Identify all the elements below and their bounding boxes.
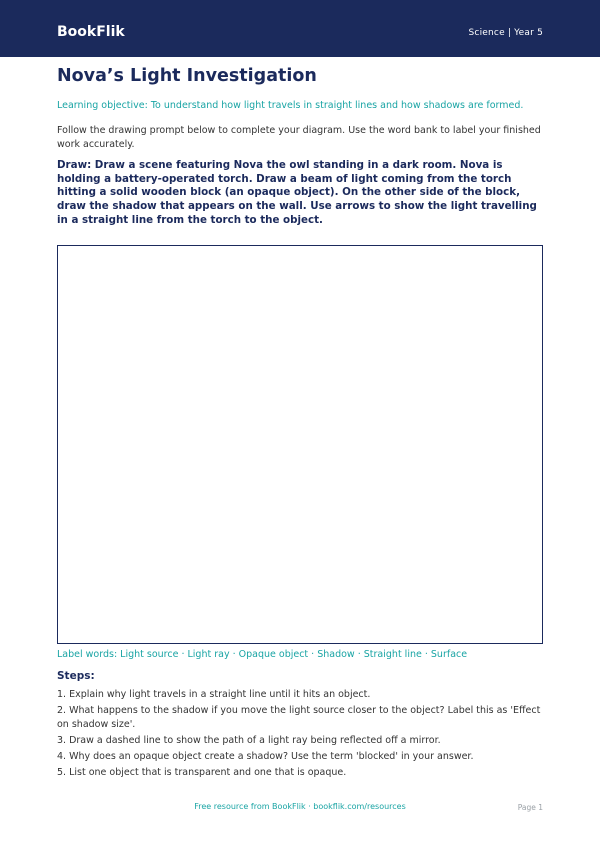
- step-item: 4. Why does an opaque object create a shadow? Use the term 'blocked' in your answer.: [57, 750, 474, 762]
- step-item: 5. List one object that is transparent and one that is opaque.: [57, 766, 347, 778]
- brand-logo-text[interactable]: BookFlik: [57, 24, 125, 40]
- step-item: 2. What happens to the shadow if you move the light source closer to the object? Label this as 'Effect on shadow size'.: [57, 705, 541, 730]
- learning-objective: Learning objective: To understand how light travels in straight lines and how shadows are formed.: [57, 100, 524, 111]
- steps-list: [57, 688, 543, 782]
- footer-link[interactable]: Free resource from BookFlik · bookflik.com/resources: [194, 802, 406, 811]
- drawing-area[interactable]: [57, 245, 543, 644]
- intro-instructions: Follow the drawing prompt below to complete your diagram. Use the word bank to label your finished work accurately.: [57, 125, 541, 150]
- page-title: Nova’s Light Investigation: [57, 66, 317, 86]
- header-bar: [0, 0, 600, 57]
- steps-heading: Steps:: [57, 670, 95, 682]
- word-bank: Label words: Light source · Light ray · Opaque object · Shadow · Straight line · Surface: [57, 649, 468, 660]
- drawing-prompt: Draw: Draw a scene featuring Nova the owl standing in a dark room. Nova is holding a battery-operated torch. Draw a beam of light coming from the torch hitting a solid wooden block (an opaque object). On the other side of the block, draw the shadow that appears on the wall. Use arrows to show the light travelling in a straight line from the torch to the object.: [57, 159, 537, 226]
- step-item: 1. Explain why light travels in a straight line until it hits an object.: [57, 689, 371, 700]
- step-item: 3. Draw a dashed line to show the path of a light ray being reflected off a mirror.: [57, 734, 441, 746]
- page-number: Page 1: [517, 803, 543, 812]
- subject-year-label: Science | Year 5: [468, 28, 543, 38]
